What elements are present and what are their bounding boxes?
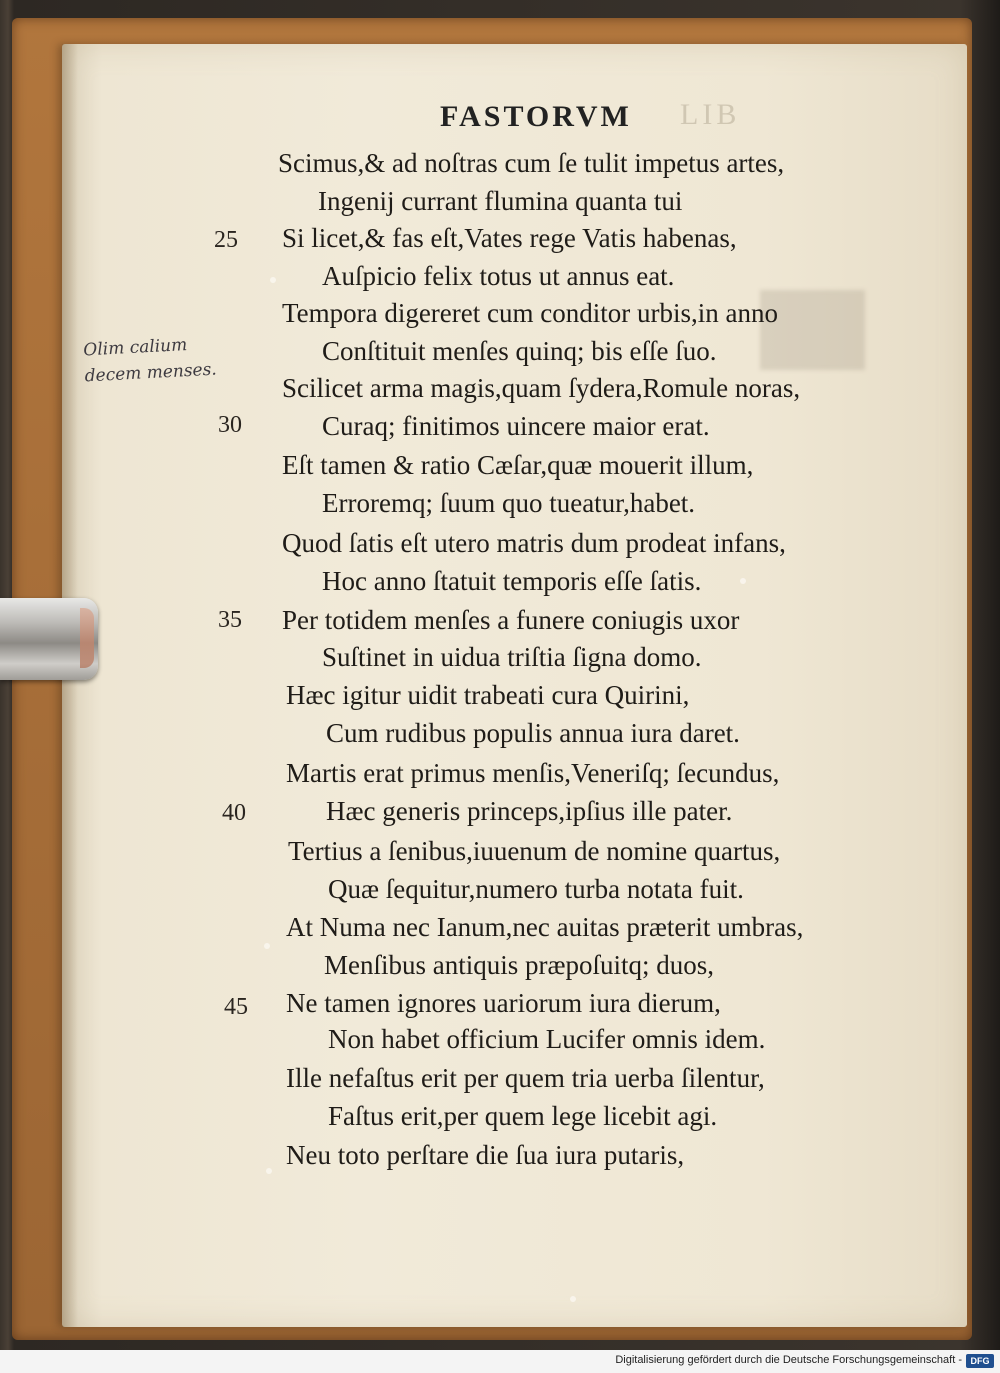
verse-line: Scilicet arma magis,quam ſydera,Romule noras, [282, 373, 801, 403]
verse-line: Si licet,& fas eſt,Vates rege Vatis habenas, [282, 223, 737, 253]
verse-line: At Numa nec Ianum,nec auitas præterit umbras, [286, 912, 804, 942]
verse-line: Hæc igitur uidit trabeati cura Quirini, [286, 680, 690, 710]
verse-line: Martis erat primus menſis,Veneriſq; ſecundus, [286, 758, 780, 788]
handwritten-marginal-note [83, 331, 218, 390]
footer-credit: Digitalisierung gefördert durch die Deutsche Forschungsgemeinschaft - [615, 1354, 962, 1366]
verse-line: Conſtituit menſes quinq; bis eſſe ſuo. [322, 336, 717, 366]
line-number: 40 [222, 800, 246, 826]
verse-line: Cum rudibus populis annua iura daret. [326, 718, 740, 748]
verse-line: Auſpicio felix totus ut annus eat. [322, 261, 675, 291]
line-number: 35 [218, 607, 242, 633]
paper-speck [740, 578, 746, 584]
verse-line: Eſt tamen & ratio Cæſar,quæ mouerit illum, [282, 450, 754, 480]
verse-line: Quæ ſequitur,numero turba notata fuit. [328, 874, 744, 904]
paper-speck [270, 277, 276, 283]
paper-speck [266, 1168, 272, 1174]
verse-line: Neu toto perſtare die ſua iura putaris, [286, 1140, 685, 1170]
verse-line: Quod ſatis eſt utero matris dum prodeat infans, [282, 528, 786, 558]
line-number: 45 [224, 994, 248, 1020]
verse-line: Curaq; finitimos uincere maior erat. [322, 411, 710, 441]
paper-speck [264, 943, 270, 949]
running-head: FASTORVM [440, 100, 632, 133]
verse-line: Faſtus erit,per quem lege licebit agi. [328, 1101, 718, 1131]
verse-line: Ingenij currant flumina quanta tui [318, 186, 683, 216]
show-through-ghost-text: LIB [680, 98, 741, 131]
paper-speck [570, 1296, 576, 1302]
verse-line: Suſtinet in uidua triſtia ſigna domo. [322, 642, 702, 672]
verse-line: Menſibus antiquis præpoſuitq; duos, [324, 950, 715, 980]
line-number: 30 [218, 412, 242, 438]
verse-line: Per totidem menſes a funere coniugis uxor [282, 605, 740, 635]
page-clip [0, 598, 98, 680]
line-number: 25 [214, 227, 238, 253]
verse-line: Hoc anno ſtatuit temporis eſſe ſatis. [322, 566, 702, 596]
verse-line: Ille nefaſtus erit per quem tria uerba ſilentur, [286, 1063, 765, 1093]
verse-line: Tempora digereret cum conditor urbis,in anno [282, 298, 778, 328]
verse-line: Scimus,& ad noſtras cum ſe tulit impetus artes, [278, 148, 785, 178]
verse-line: Non habet officium Lucifer omnis idem. [328, 1024, 766, 1054]
marginal-note-line: Olim calium [82, 335, 188, 361]
marginal-note-line: decem menses. [84, 359, 218, 387]
verse-line: Hæc generis princeps,ipſius ille pater. [326, 796, 733, 826]
verse-line: Ne tamen ignores uariorum iura dierum, [286, 988, 721, 1018]
verse-line: Erroremq; ſuum quo tueatur,habet. [322, 488, 696, 518]
dfg-logo: DFG [966, 1354, 994, 1368]
verse-line: Tertius a ſenibus,iuuenum de nomine quartus, [288, 836, 781, 866]
